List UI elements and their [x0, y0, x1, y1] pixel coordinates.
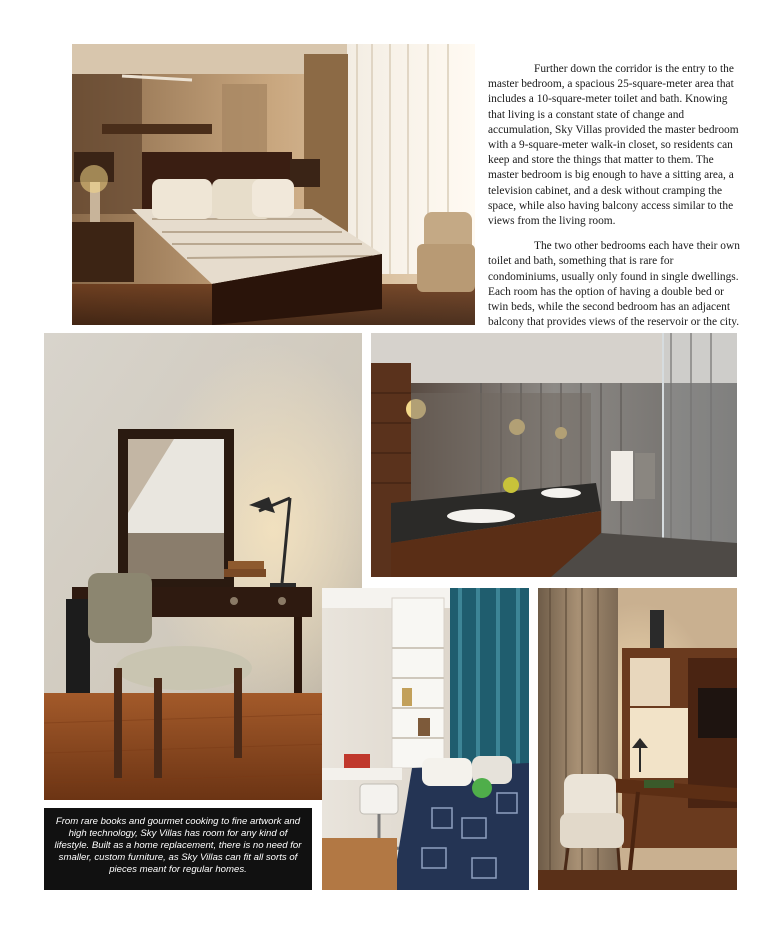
photo-study-corner [538, 588, 737, 890]
photo-bathroom [371, 333, 737, 577]
photo-kids-bedroom [322, 588, 529, 890]
photo-caption [44, 808, 312, 890]
photo-desk-mirror [44, 333, 362, 800]
photo-master-bedroom [72, 44, 475, 325]
article-text [488, 62, 740, 340]
article-paragraph: Further down the corridor is the entry to the master bedroom, a spacious 25-square-meter area that includes a 10-square-meter toilet and bath. Knowing that living is a constant state of change and accumulation, Sky Villas provided the master bedroom with a 9-square-meter walk-in closet, so residents can keep and store the things that matter to them. The master bedroom is big enough to have a sitting area, a television cabinet, and a desk without cramping the space, while also having balcony access similar to the views from the living room. [488, 63, 739, 228]
article-paragraph: The two other bedrooms each have their own toilet and bath, something that is rare for condominiums, usually only found in single dwellings. Each room has the option of having a double bed or twin beds, while the second bedroom has an adjacent balcony that provides views of the reservoir or the city. [488, 240, 740, 329]
caption-text: From rare books and gourmet cooking to fine artwork and high technology, Sky Villas has room for any kind of lifestyle. Built as a home replacement, there is no need for smaller, custom furniture, as Sky Villas can fit all sorts of pieces meant for regular homes. [54, 816, 302, 875]
